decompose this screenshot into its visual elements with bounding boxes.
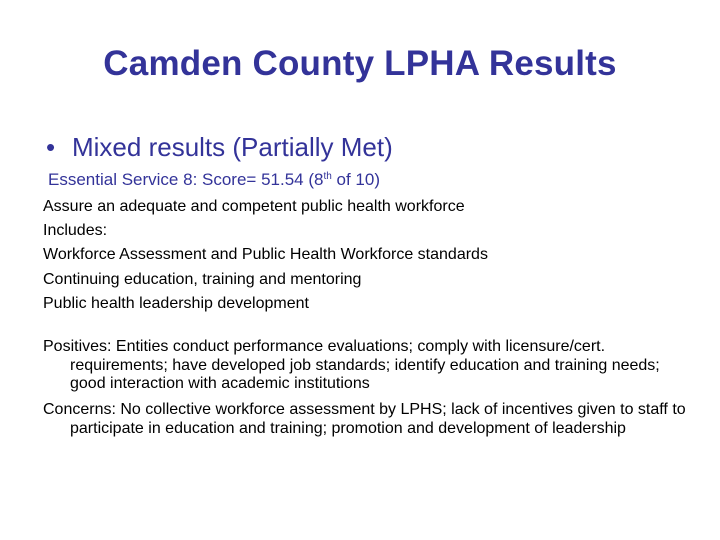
description-line: Workforce Assessment and Public Health Workforce standards: [43, 246, 488, 264]
slide-title: Camden County LPHA Results: [103, 44, 617, 83]
positives-block: [43, 338, 693, 394]
essential-service-suffix: of 10): [331, 170, 380, 189]
concerns-text: Concerns: No collective workforce assessment by LPHS; lack of incentives given to staff to participate in education and training; promotion and development of leadership: [43, 401, 686, 437]
description-line: Includes:: [43, 222, 108, 240]
positives-text: Positives: Entities conduct performance evaluations; comply with licensure/cert. requirements; have developed job standards; identify education and training needs; good interaction with academic institutions: [43, 338, 660, 393]
description-line: Assure an adequate and competent public health workforce: [43, 198, 465, 215]
essential-service-superscript: th: [323, 171, 332, 182]
description-line: Continuing education, training and mentoring: [43, 270, 362, 288]
essential-service-score: [48, 170, 380, 190]
service-description-list: [43, 195, 488, 316]
bullet-icon: •: [46, 132, 56, 162]
main-bullet-text: Mixed results (Partially Met): [72, 132, 393, 162]
essential-service-prefix: Essential Service 8: Score= 51.54 (8: [48, 170, 324, 189]
main-bullet: [46, 132, 393, 163]
concerns-block: [43, 401, 693, 438]
description-line: Public health leadership development: [43, 294, 309, 312]
